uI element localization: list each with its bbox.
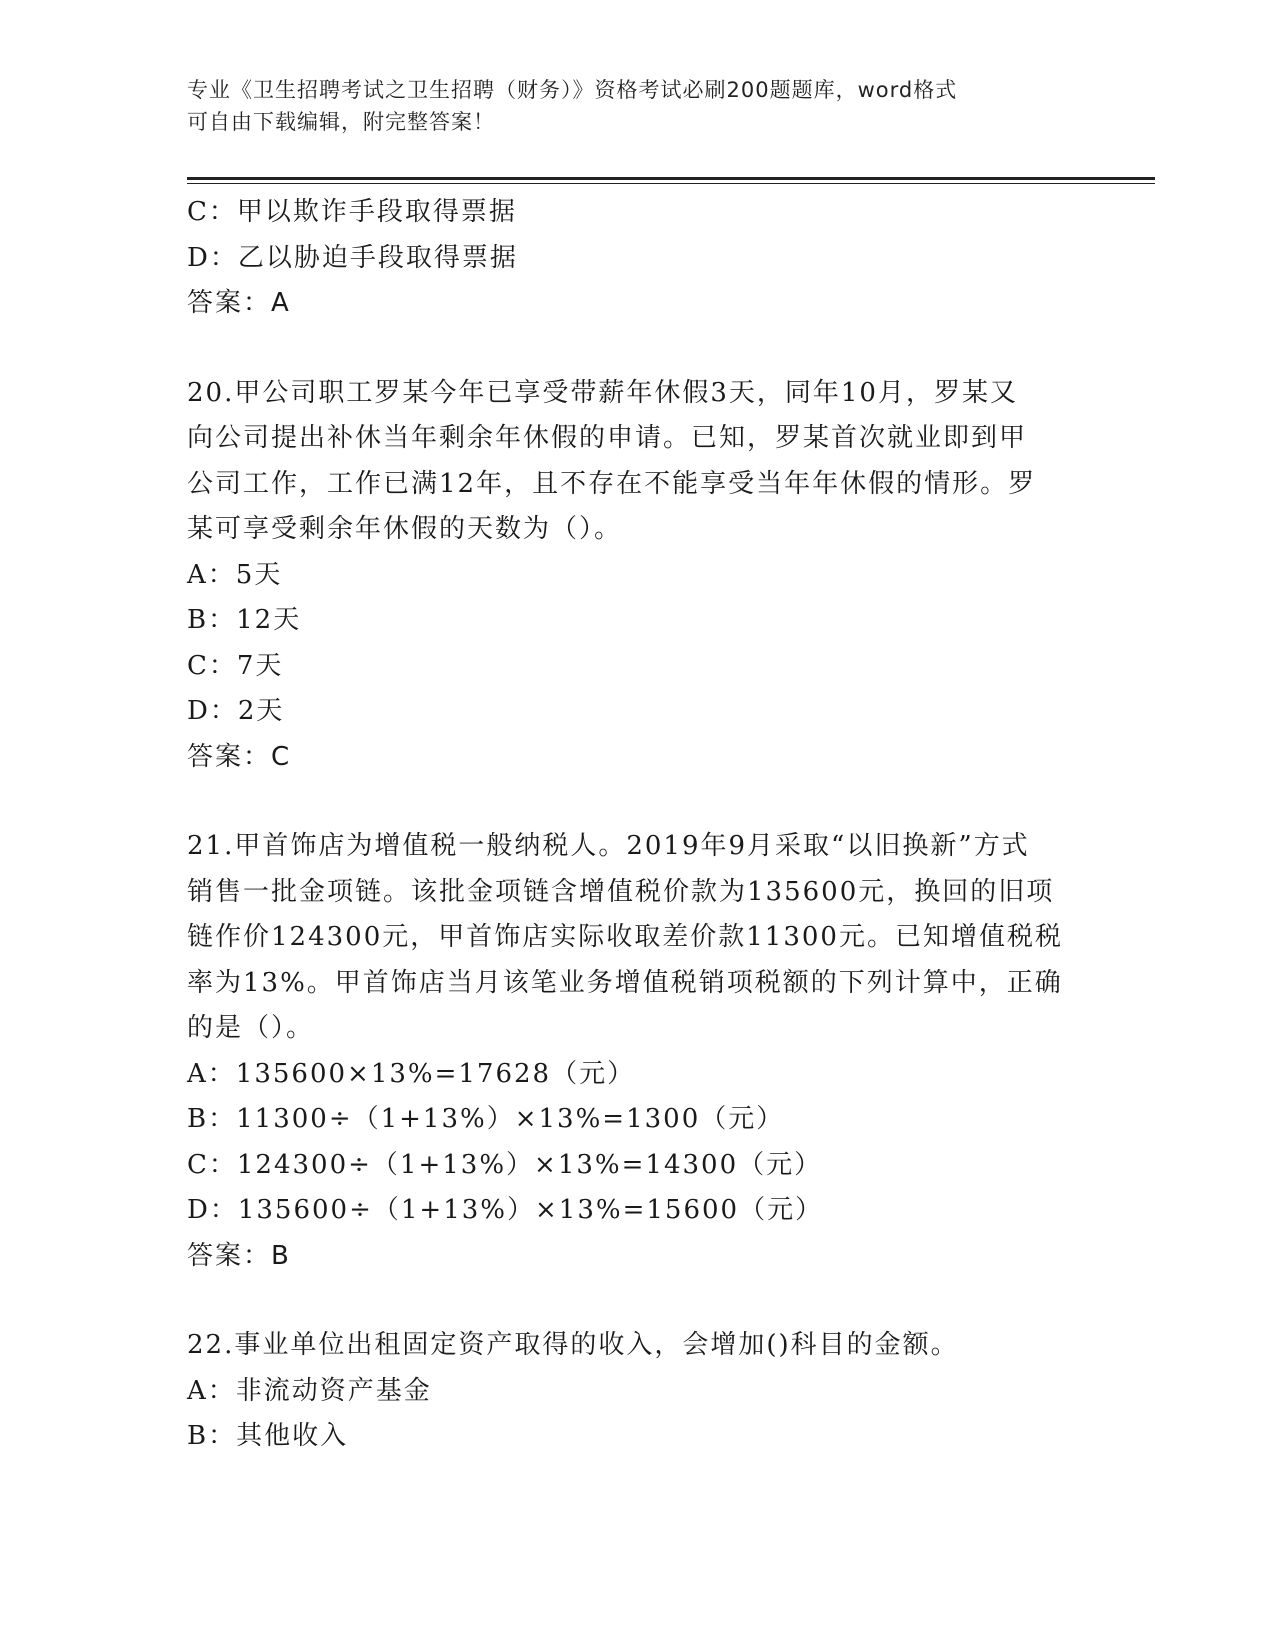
spacer — [187, 1279, 1087, 1323]
question-stem-line: 22.事业单位出租固定资产取得的收入，会增加()科目的金额。 — [187, 1330, 959, 1360]
header-line-1: 专业《卫生招聘考试之卫生招聘（财务）》资格考试必刷200题题库，word格式 — [187, 78, 958, 102]
question-stem-line: 某可享受剩余年休假的天数为（）。 — [187, 514, 623, 544]
answer-label: 答案：C — [187, 741, 292, 772]
spacer — [187, 327, 1087, 371]
question-stem-line: 销售一批金项链。该批金项链含增值税价款为135600元，换回的旧项 — [187, 876, 1055, 907]
option-b: B：11300÷（1+13%）×13%=1300（元） — [187, 1104, 785, 1134]
option-a: A：非流动资产基金 — [187, 1375, 432, 1406]
answer-label: 答案：A — [187, 288, 291, 318]
question-21 — [187, 824, 1087, 1279]
option-c: C：124300÷（1+13%）×13%=14300（元） — [187, 1149, 823, 1180]
page-header — [187, 74, 1067, 138]
question-stem-line: 20.甲公司职工罗某今年已享受带薪年休假3天，同年10月，罗某又 — [187, 377, 1018, 408]
question-body — [187, 190, 1087, 1460]
question-stem-line: 向公司提出补休当年剩余年休假的申请。已知，罗某首次就业即到甲 — [187, 423, 1028, 453]
header-rule-thick — [187, 177, 1155, 180]
option-d: D：2天 — [187, 696, 285, 726]
option-c: C：甲以欺诈手段取得票据 — [187, 197, 517, 227]
option-b: B：其他收入 — [187, 1421, 349, 1451]
question-stem-line: 21.甲首饰店为增值税一般纳税人。2019年9月采取“以旧换新”方式 — [187, 831, 1030, 861]
header-line-2: 可自由下载编辑，附完整答案！ — [187, 110, 495, 134]
spacer — [187, 780, 1087, 824]
option-c: C：7天 — [187, 650, 284, 681]
question-stem-line: 率为13%。甲首饰店当月该笔业务增值税销项税额的下列计算中，正确 — [187, 967, 1063, 998]
header-rule-thin — [187, 183, 1155, 184]
option-a: A：135600×13%=17628（元） — [187, 1058, 636, 1089]
option-d: D：135600÷（1+13%）×13%=15600（元） — [187, 1195, 824, 1225]
question-20 — [187, 371, 1087, 781]
option-b: B：12天 — [187, 605, 302, 635]
question-19-tail — [187, 190, 1087, 327]
question-stem-line: 链作价124300元，甲首饰店实际收取差价款11300元。已知增值税税 — [187, 922, 1063, 952]
question-stem-line: 公司工作，工作已满12年，且不存在不能享受当年年休假的情形。罗 — [187, 468, 1037, 499]
question-stem-line: 的是（）。 — [187, 1013, 315, 1043]
option-d: D：乙以胁迫手段取得票据 — [187, 242, 518, 273]
answer-label: 答案：B — [187, 1240, 291, 1271]
option-a: A：5天 — [187, 559, 283, 590]
question-22 — [187, 1323, 1087, 1460]
